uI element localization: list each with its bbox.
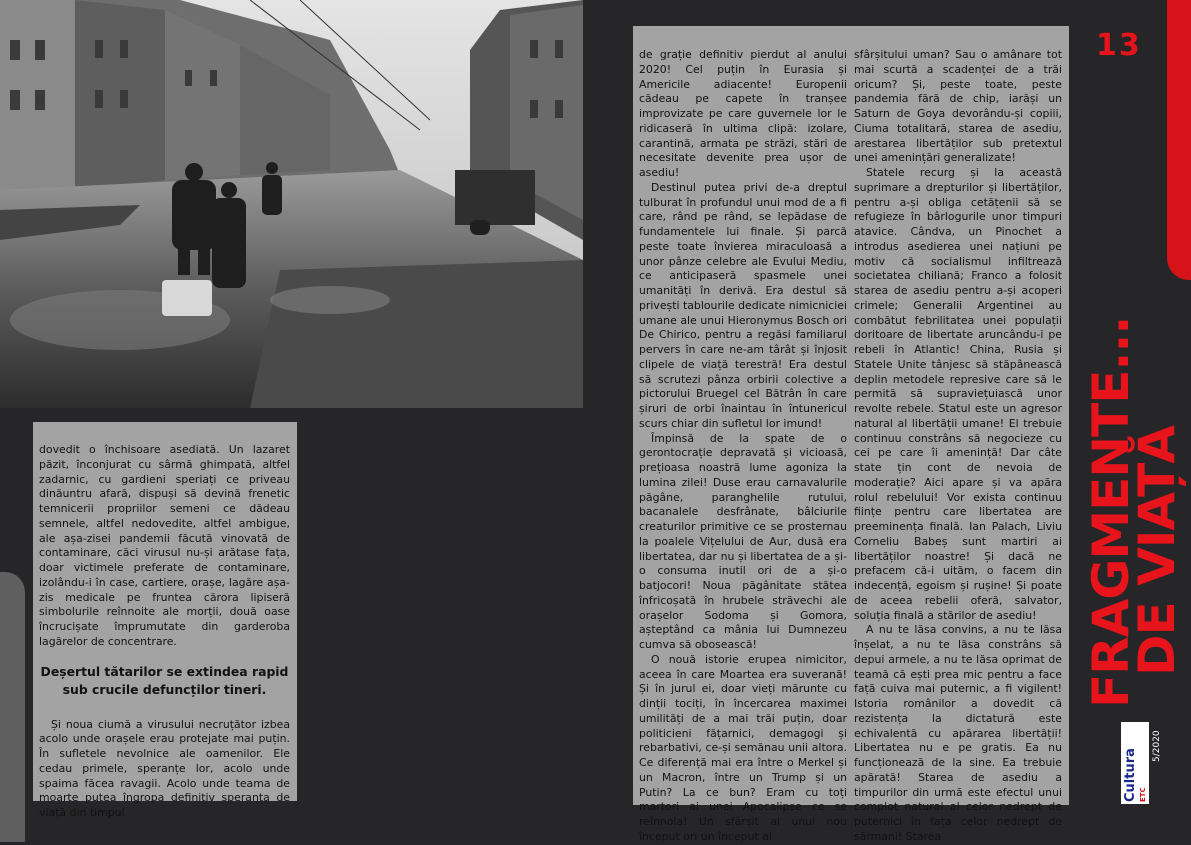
left-side-tab [0,572,25,842]
text-column-2 [854,48,1062,843]
section-heading: Deșertul tătarilor se extindea rapid sub crucile defuncților tineri. [40,663,289,697]
street-photo-image [0,0,583,408]
page-number: 13 [1096,28,1142,63]
title-line-1: FRAGMENTE... [1082,316,1140,708]
body-paragraph: Statele recurg și la această suprimare a drepturilor și libertăților, pentru a-și obliga cetățenii să se refugieze în bârlogurile unor timpuri atavice. Cândva, un Pinochet a introdus asedierea unei națiuni pe motiv că socialismul infiltrează societatea chiliană; Franco a folosit starea de asediu pentru a-și acoperi crimele; Generalii Argentinei au combătut febrilitatea unei populații doritoare de libertate aruncându-i pe rebeli în Atlantic! China, Rusia și Statele Unite tânjesc să stăpânească deplin metodele represive care să le permită să supraviețuiască unor revolte rebele. Statul este un agresor natural al libertății umane! El trebuie continuu constrâns să negocieze cu cei pe care îi amenință! Dar câte state țin cont de nevoia de moderație? Aici apare și va apăra rolul rebelului! Vor exista continuu ființe pentru care libertatea are preeminența finală. Ian Palach, Liviu Corneliu Babeș sunt martiri ai libertăților noastre! Și dacă ne prefacem că-i uităm, o facem din indecență, egoism și rușine! Și poate de aceea rebelii oferă, salvator, soluția finală a stărilor de asediu! [854,166,1062,622]
vertical-title [1082,316,1188,708]
street-photo [0,0,583,408]
title-line-2: DE VIAȚĂ [1128,426,1186,676]
main-text-box [633,26,1069,843]
body-paragraph: Destinul putea privi de-a dreptul tulburat în profundul unui mod de a fi care, rând pe rând, se lepădase de fundamentele lui finale. Și parcă peste toate învierea miraculoasă a unor pânze celebre ale Evului Mediu, ce anticipaseră spasmele unei umanități în derivă. Era destul să privești tablourile dedicate nimicniciei umane ale unui Hieronymus Bosch ori De Chirico, pentru a regăsi familiarul pervers în care ne-am târât și înjosit clipele de viață terestră! Era destul să scrutezi pânza orbirii colective a pictorului Bruegel cel Bătrân în care șiruri de orbi înaintau în întunericul scurs chiar din sufletul lor imund! [639,180,847,430]
body-paragraph: dovedit o închisoare asediată. Un lazaret păzit, înconjurat cu sârmă ghimpată, altfel zadarnic, cu gardieni speriați ce priveau dinăuntru afară, dispuși să devină frenetic temnicerii propriilor semeni ce dădeau semnele, altfel nedovedite, altfel ambigue, ale așa-zisei pandemii făcută vinovată de contaminare, căci virusul nu-și arătase fața, doar victimele preferate de contaminare, izolându-i în case, cartiere, orașe, lagăre așa-zis medicale pe fruntea cărora lipiseră simbolurile reînnoite ale morții, două oase încrucișate împrumutate din garderoba lagărelor de concentrare. [39,443,290,648]
magazine-logo [1121,722,1149,804]
body-paragraph: O nouă istorie erupea nimicitor, aceea în care Moartea era suverană! Și în jurul ei, doar vieți mărunte cu dinții tociți, în încercarea maximei umilități de a mai trăi puțin, doar politicieni fățarnici, demagogi și rebarbativi, ce-și semănau unii altora. Ce diferență mai era între o Merkel și un Macron, între un Trump și un Putin? La ce bun? Eram cu toți martori ai unei Apocalipse ce se reînnoia! Un sfârșit al unui nou început ori un început al [639,652,847,843]
logo-name: Cultura [1123,748,1138,802]
text-column-1 [639,48,847,843]
left-text-column [33,422,297,819]
body-paragraph: sfârșitului uman? Sau o amânare tot mai scurtă a scadenței de a trăi oricum? Și, peste toate, peste pandemia fără de chip, iarăși un Saturn de Goya devorându-și copiii, Ciuma totalitară, starea de asediu, arestarea libertăților sub pretextul unei amenințări generalizate! [854,48,1062,165]
body-paragraph: Împinsă de la spate de o gerontocrație depravată și vicioasă, prețioasa noastră lume agoniza la lumina zilei! Duse erau carnavalurile păgâne, paranghelile rutului, bacanalele desfrânate, bâlciurile creaturilor primitive ce se prosternau la poalele Vițelului de Aur, dusă era libertatea, dar nu și libertatea de a și-o consuma inutil ori de a și-o batjocori! Noua păgânitate stătea înfricoșată în hrubele străvechi ale orașelor Sodoma și Gomora, așteptând ca mânia lui Dumnezeu cumva să obosească! [639,431,847,651]
issue-number: 5/2020 [1152,730,1162,762]
body-paragraph: Și noua ciumă a virusului necruțător izbea acolo unde orașele erau protejate mai puțin. În sufletele nevolnice ale oamenilor. Ele cedau primele, speranțe lor, acolo unde spaima făcea ravagii. Acolo unde teama de moarte putea îngropa definitiv speranța de viață din timpul [39,717,290,819]
red-side-tab [1167,0,1191,280]
body-paragraph: de grație definitiv pierdut al anului 2020! Cel puțin în Eurasia și Americile adiacente! Europenii cădeau pe capete în tranșee improvizate pe care guvernele lor le ridicaseră în ultima clipă: izolare, carantină, armata pe străzi, stări de necesitate devenite prea ușor de asediu! [639,48,847,179]
logo-sub: ETC [1139,787,1147,802]
body-paragraph: A nu te lăsa convins, a nu te lăsa înșelat, a nu te lăsa constrâns să depui armele, a nu te lăsa oprimat de teamă că ești prea mic pentru a face față cuiva mai puternic, a fi vigilent! Istoria românilor a dovedit că rezistența la dictatură este echivalentă cu apărarea libertății! Libertatea nu e pe gratis. Ea nu funcționează de la sine. Ea trebuie apărată! Starea de asediu a timpurilor din urmă este efectul unui complot natural al celor nedrept de puternici în fața celor nedrept de sărmani! Starea [854,623,1062,843]
